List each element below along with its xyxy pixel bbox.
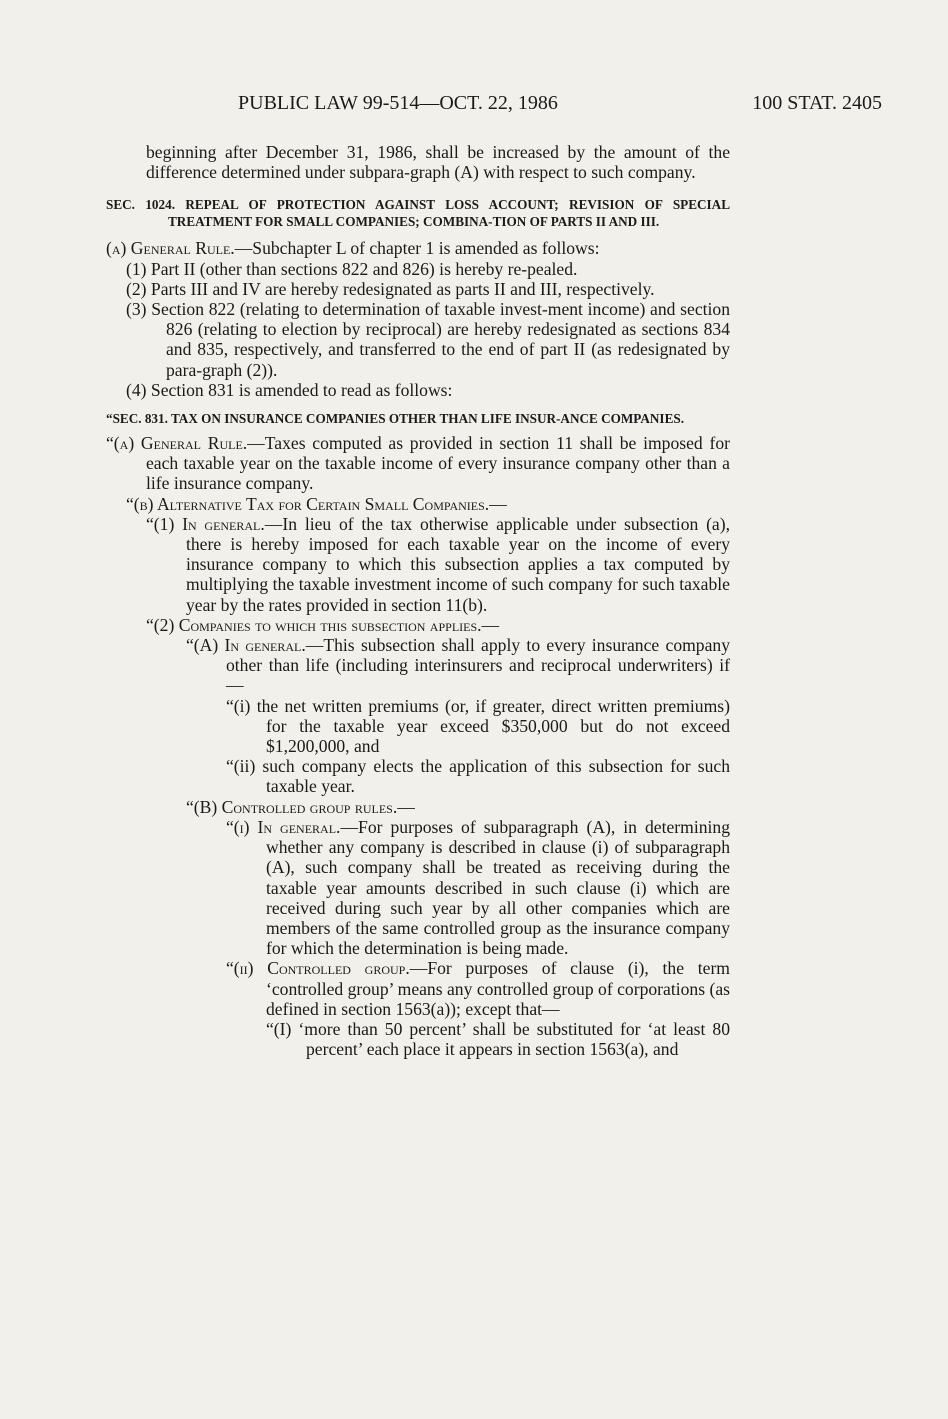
subsection-a: [106, 238, 730, 258]
paragraph-4: (4) Section 831 is amended to read as follows:: [126, 379, 453, 400]
sec831-b2A-clause-i: “(i) the net written premiums (or, if greater, direct written premiums) for the taxable year exceed $350,000 but do not exceed $1,200,000, and: [226, 695, 730, 757]
sec831-b2A: [106, 635, 730, 696]
sec831-b2A-clause-ii: “(ii) such company elects the application of this subsection for such taxable year.: [226, 756, 730, 797]
document-body: [106, 142, 730, 1059]
sec831-b2B-clause-ii: [106, 958, 730, 1019]
sec831-b2Bii-text: —For purposes of clause (i), the term ‘controlled group’ means any controlled group of corporations (as defined in section 1563(a)); except that—: [266, 958, 730, 1019]
section-831-heading: “SEC. 831. TAX ON INSURANCE COMPANIES OTHER THAN LIFE INSUR-ANCE COMPANIES.: [106, 411, 684, 427]
sec831-b2Bii-label: “(ii) Controlled group.: [226, 958, 410, 979]
statute-page-number: 100 STAT. 2405: [752, 92, 882, 114]
page-header: [0, 92, 948, 120]
sec831-b1-label: “(1) In general.: [146, 513, 265, 534]
sec831-a-text: —Taxes computed as provided in section 11 shall be imposed for each taxable year on the taxable income of every insurance company other than a life insurance company.: [146, 433, 730, 494]
sec831-b2B-clause-i: [106, 817, 730, 958]
sec831-b2-heading: “(2) Companies to which this subsection applies.—: [146, 614, 500, 635]
sec831-subsection-b-heading: “(b) Alternative Tax for Certain Small Companies.—: [126, 493, 507, 514]
paragraph-2: (2) Parts III and IV are hereby redesignated as parts II and III, respectively.: [126, 278, 655, 299]
subsection-a-label: (a) General Rule.: [106, 238, 235, 259]
paragraph-1: (1) Part II (other than sections 822 and 826) is hereby re-pealed.: [126, 258, 578, 279]
sec831-b1: [106, 514, 730, 615]
sec831-b2Bi-label: “(i) In general.: [226, 816, 341, 837]
paragraph-3: (3) Section 822 (relating to determination of taxable invest-ment income) and section 826 (relating to election by reciprocal) are hereby redesignated as sections 834 and 835, respectively, and transferred to the end of part II (as redesignated by para-graph (2)).: [126, 299, 730, 380]
sec831-b2A-text: —This subsection shall apply to every insurance company other than life (including interinsurers and reciprocal underwriters) if—: [226, 635, 730, 696]
sec831-a-label: “(a) General Rule.: [106, 433, 248, 454]
sec831-b2Bi-text: —For purposes of subparagraph (A), in determining whether any company is described in clause (i) of subparagraph (A), such company shall be treated as receiving during the taxable year amounts described in such clause (i) which are received during such year by all other companies which are members of the same controlled group as the insurance company for which the determination is being made.: [266, 816, 730, 959]
sec831-b2B-subclause-I: “(I) ‘more than 50 percent’ shall be substituted for ‘at least 80 percent’ each place it appears in section 1563(a), and: [266, 1018, 730, 1060]
sec831-subsection-a: [106, 433, 730, 494]
section-1024-heading: SEC. 1024. REPEAL OF PROTECTION AGAINST LOSS ACCOUNT; REVISION OF SPECIAL TREATMENT FOR SMALL COMPANIES; COMBINA-TION OF PARTS II AND III.: [106, 197, 730, 230]
sec831-b2A-label: “(A) In general.: [186, 635, 306, 656]
sec831-b2B-heading: “(B) Controlled group rules.—: [186, 796, 415, 817]
continued-paragraph: beginning after December 31, 1986, shall be increased by the amount of the difference determined under subpara-graph (A) with respect to such company.: [146, 142, 730, 183]
subsection-a-text: —Subchapter L of chapter 1 is amended as follows:: [234, 238, 600, 259]
sec831-b1-text: —In lieu of the tax otherwise applicable under subsection (a), there is hereby imposed for each taxable year on the income of every insurance company to which this subsection applies a tax computed by multiplying the taxable investment income of such company for such taxable year by the rates provided in section 11(b).: [186, 513, 730, 615]
running-head: PUBLIC LAW 99-514—OCT. 22, 1986: [238, 92, 558, 114]
